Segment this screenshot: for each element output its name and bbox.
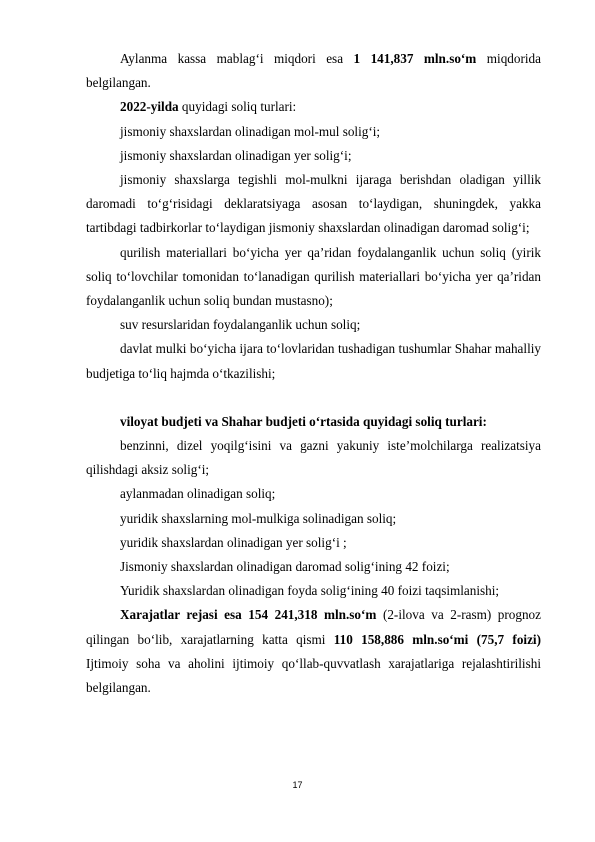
list-item: aylanmadan olinadigan soliq; [120, 486, 276, 502]
paragraph-revolving-fund [86, 47, 541, 95]
list-item: suv resurslaridan foydalanganlik uchun soliq; [120, 317, 361, 333]
list-item: jismoniy shaxslardan olinadigan yer solig‘i; [120, 147, 352, 163]
list-item: Jismoniy shaxslardan olinadigan daromad solig‘ining 42 foizi; [120, 559, 450, 575]
page-number: 17 [292, 780, 303, 790]
list-item: jismoniy shaxslardan olinadigan mol-mul solig‘i; [120, 123, 381, 139]
list-item: yuridik shaxslarning mol-mulkiga solinadigan soliq; [120, 510, 397, 526]
spacer [86, 386, 541, 410]
document-page [86, 47, 541, 700]
expenditure-plan-tail: Ijtimoiy soha va aholini ijtimoiy qo‘llab-quvvatlash xarajatlariga rejalashtirilishi belgilangan. [86, 655, 541, 696]
year-2022-label: 2022-yilda [120, 99, 179, 115]
revolving-fund-text: Aylanma kassa mablag‘i miqdori esa [120, 51, 354, 66]
distribution-heading: viloyat budjeti va Shahar budjeti o‘rtasida quyidagi soliq turlari: [120, 413, 487, 429]
list-item: davlat mulki bo‘yicha ijara to‘lovlaridan tushadigan tushumlar Shahar mahalliy budjetiga to‘liq hajmda o‘tkazilishi; [86, 341, 541, 381]
expenditure-share-amount: 110 158,886 mln.so‘mi (75,7 foizi) [333, 631, 541, 647]
tax-types-intro: quyidagi soliq turlari: [178, 99, 297, 115]
expenditure-plan-amount: Xarajatlar rejasi esa 154 241,318 mln.so‘m [120, 607, 377, 623]
list-item: jismoniy shaxslarga tegishli mol-mulkni ijaraga berishdan oladigan yillik daromadi to‘g‘risidagi deklaratsiyaga asosan to‘laydigan, shuningdek, yakka tartibdagi tadbirkorlar to‘laydigan jismoniy shaxslardan olinadigan daromad solig‘i; [86, 172, 541, 236]
list-item: Yuridik shaxslardan olinadigan foyda solig‘ining 40 foizi taqsimlanishi; [120, 583, 500, 599]
paragraph-2022-intro [86, 95, 541, 119]
list-item: yuridik shaxslardan olinadigan yer solig‘i ; [120, 534, 347, 550]
expenditure-plan-text: (2-ilova va 2-rasm) prognoz qilingan bo‘lib, xarajatlarning katta qismi [86, 607, 542, 647]
paragraph-expenditure-plan [86, 603, 541, 700]
list-item: benzinni, dizel yoqilg‘isini va gazni yakuniy iste’molchilarga realizatsiya qilishdagi aksiz solig‘i; [86, 438, 541, 478]
paragraph-heading-distribution [86, 410, 541, 434]
revolving-fund-tail: miqdorida belgilangan. [86, 51, 541, 91]
list-item: qurilish materiallari bo‘yicha yer qa’ridan foydalanganlik uchun soliq (yirik soliq to‘lovchilar tomonidan to‘lanadigan qurilish materiallari bo‘yicha yer qa’ridan foydalanganlik uchun soliq bundan mustasno); [86, 244, 541, 309]
revolving-fund-amount: 1 141,837 mln.so‘m [353, 51, 477, 66]
